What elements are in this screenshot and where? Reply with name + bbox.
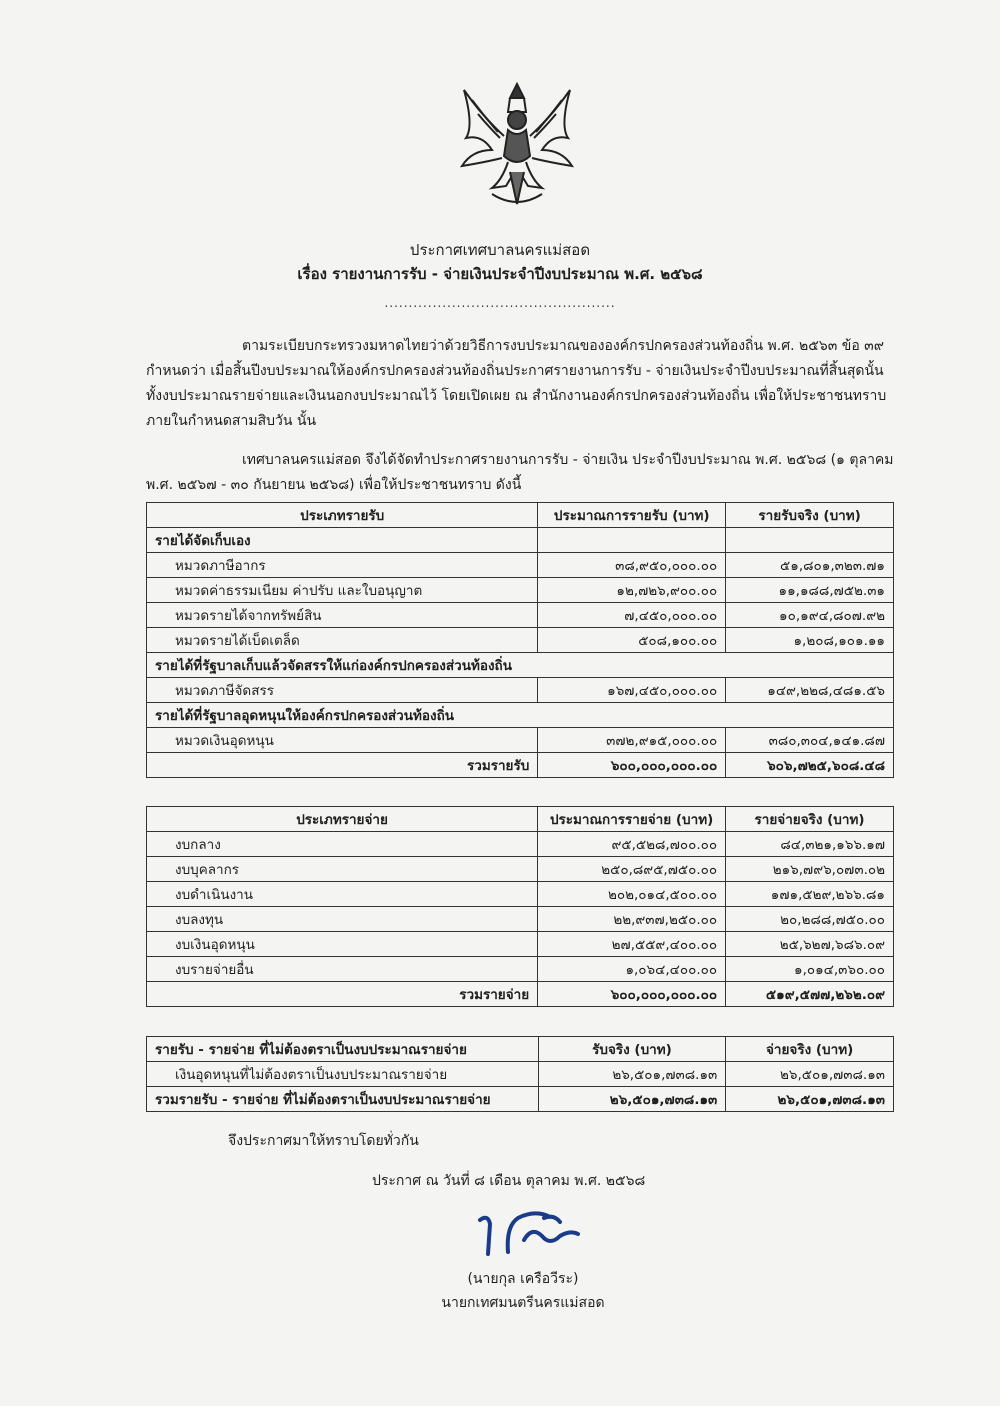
estimate-value: ๓๘,๙๕๐,๐๐๐.๐๐ <box>538 553 726 578</box>
column-header: จ่ายจริง (บาท) <box>726 1037 894 1062</box>
actual-value: ๑๐,๑๙๔,๘๐๗.๙๒ <box>726 603 894 628</box>
signer-name: (นายกุล เครือวีระ) <box>467 1271 579 1287</box>
total-row <box>147 753 894 778</box>
received-value: ๒๖,๕๐๑,๗๓๘.๑๓ <box>538 1062 726 1087</box>
total-received: ๒๖,๕๐๑,๗๓๘.๑๓ <box>538 1087 726 1112</box>
total-actual: ๖๐๖,๗๒๕,๖๐๘.๔๘ <box>726 753 894 778</box>
row-label: หมวดเงินอุดหนุน <box>147 728 538 753</box>
actual-value: ๓๘๐,๓๐๔,๑๔๑.๘๗ <box>726 728 894 753</box>
total-paid: ๒๖,๕๐๑,๗๓๘.๑๓ <box>726 1087 894 1112</box>
table-row <box>147 882 894 907</box>
total-row <box>147 982 894 1007</box>
actual-value: ๕๑,๘๐๑,๓๒๓.๗๑ <box>726 553 894 578</box>
actual-value: ๑๔๙,๒๒๘,๔๘๑.๕๖ <box>726 678 894 703</box>
category-label: รายได้ที่รัฐบาลอุดหนุนให้องค์กรปกครองส่วนท้องถิ่น <box>147 703 894 728</box>
actual-value: ๑,๒๐๘,๑๐๑.๑๑ <box>726 628 894 653</box>
total-actual: ๕๑๙,๕๗๗,๒๖๒.๐๙ <box>726 982 894 1007</box>
actual-value: ๒๑๖,๗๙๖,๐๗๓.๐๒ <box>726 857 894 882</box>
column-header: รายรับ - รายจ่าย ที่ไม่ต้องตราเป็นงบประมาณรายจ่าย <box>147 1037 539 1062</box>
estimate-value: ๒๒,๙๓๗,๒๕๐.๐๐ <box>538 907 726 932</box>
estimate-value: ๑๒,๗๒๖,๙๐๐.๐๐ <box>538 578 726 603</box>
column-header: ประเภทรายรับ <box>147 503 538 528</box>
column-header: รับจริง (บาท) <box>538 1037 726 1062</box>
intro-paragraph: ตามระเบียบกระทรวงมหาดไทยว่าด้วยวิธีการงบประมาณขององค์กรปกครองส่วนท้องถิ่น พ.ศ. ๒๕๖๓ ข้อ ๓๙ กำหนดว่า เมื่อสิ้นปีงบประมาณให้องค์กรปกครองส่วนท้องถิ่นประกาศรายงานการรับ - จ่ายเงินประจำปีงบประมาณที่สิ้นสุดนั้น ทั้งงบประมาณรายจ่ายและเงินนอกงบประมาณไว้ โดยเปิดเผย ณ สำนักงานองค์กรปกครองส่วนท้องถิ่น เพื่อให้ประชาชนทราบภายในกำหนดสามสิบวัน นั้น <box>146 338 887 429</box>
signature-icon <box>474 1196 584 1256</box>
actual-value: ๒๐,๒๘๘,๗๕๐.๐๐ <box>726 907 894 932</box>
row-label: งบบุคลากร <box>147 857 538 882</box>
table-row <box>147 553 894 578</box>
table-row <box>147 1062 894 1087</box>
paid-value: ๒๖,๕๐๑,๗๓๘.๑๓ <box>726 1062 894 1087</box>
separator-dots: ................................................ <box>384 296 616 310</box>
actual-value: ๑๗๑,๕๒๙,๒๖๖.๘๑ <box>726 882 894 907</box>
total-estimate: ๖๐๐,๐๐๐,๐๐๐.๐๐ <box>538 753 726 778</box>
estimate-value: ๒๗,๕๕๙,๔๐๐.๐๐ <box>538 932 726 957</box>
actual-value: ๒๕,๖๒๗,๖๘๖.๐๙ <box>726 932 894 957</box>
estimate-value: ๗,๔๕๐,๐๐๐.๐๐ <box>538 603 726 628</box>
estimate-value: ๒๐๒,๐๑๔,๕๐๐.๐๐ <box>538 882 726 907</box>
row-label: หมวดรายได้เบ็ดเตล็ด <box>147 628 538 653</box>
column-header: ประมาณการรายจ่าย (บาท) <box>538 807 726 832</box>
offbudget-table <box>146 1036 894 1112</box>
estimate-value: ๑,๐๖๔,๔๐๐.๐๐ <box>538 957 726 982</box>
total-label: รวมรายรับ - รายจ่าย ที่ไม่ต้องตราเป็นงบประมาณรายจ่าย <box>147 1087 539 1112</box>
expense-table <box>146 806 894 1007</box>
total-label: รวมรายจ่าย <box>147 982 538 1007</box>
actual-value: ๑,๐๑๔,๓๖๐.๐๐ <box>726 957 894 982</box>
column-header: ประมาณการรายรับ (บาท) <box>538 503 726 528</box>
row-label: หมวดค่าธรรมเนียม ค่าปรับ และใบอนุญาต <box>147 578 538 603</box>
category-row <box>147 653 894 678</box>
announcement-date: ประกาศ ณ วันที่ ๘ เดือน ตุลาคม พ.ศ. ๒๕๖๘ <box>372 1173 646 1189</box>
row-label: งบดำเนินงาน <box>147 882 538 907</box>
row-label: หมวดภาษีอากร <box>147 553 538 578</box>
revenue-table <box>146 502 894 778</box>
table-row <box>147 957 894 982</box>
total-row <box>147 1087 894 1112</box>
category-label: รายได้ที่รัฐบาลเก็บแล้วจัดสรรให้แก่องค์กรปกครองส่วนท้องถิ่น <box>147 653 894 678</box>
table-header-row <box>147 807 894 832</box>
estimate-value: ๑๖๗,๔๕๐,๐๐๐.๐๐ <box>538 678 726 703</box>
actual-value: ๑๑,๑๘๘,๗๕๒.๓๑ <box>726 578 894 603</box>
column-header: รายจ่ายจริง (บาท) <box>726 807 894 832</box>
signer-position: นายกเทศมนตรีนครแม่สอด <box>441 1295 605 1311</box>
row-label: งบรายจ่ายอื่น <box>147 957 538 982</box>
estimate-value: ๒๕๐,๘๙๕,๗๕๐.๐๐ <box>538 857 726 882</box>
category-label: รายได้จัดเก็บเอง <box>147 528 538 553</box>
table-row <box>147 832 894 857</box>
row-label: หมวดภาษีจัดสรร <box>147 678 538 703</box>
total-estimate: ๖๐๐,๐๐๐,๐๐๐.๐๐ <box>538 982 726 1007</box>
row-label: งบกลาง <box>147 832 538 857</box>
table-row <box>147 857 894 882</box>
category-row <box>147 703 894 728</box>
estimate-value: ๙๕,๕๒๘,๗๐๐.๐๐ <box>538 832 726 857</box>
table-header-row <box>147 1037 894 1062</box>
row-label: เงินอุดหนุนที่ไม่ต้องตราเป็นงบประมาณรายจ่าย <box>147 1062 539 1087</box>
table-row <box>147 628 894 653</box>
table-row <box>147 678 894 703</box>
table-row <box>147 603 894 628</box>
column-header: รายรับจริง (บาท) <box>726 503 894 528</box>
announcement-title: ประกาศเทศบาลนครแม่สอด <box>409 241 591 259</box>
row-label: หมวดรายได้จากทรัพย์สิน <box>147 603 538 628</box>
announcement-subject: เรื่อง รายงานการรับ - จ่ายเงินประจำปีงบประมาณ พ.ศ. ๒๕๖๘ <box>297 265 703 283</box>
total-label: รวมรายรับ <box>147 753 538 778</box>
table-row <box>147 932 894 957</box>
table-row <box>147 728 894 753</box>
garuda-emblem-icon <box>452 76 582 216</box>
row-label: งบเงินอุดหนุน <box>147 932 538 957</box>
estimate-value: ๕๐๘,๑๐๐.๐๐ <box>538 628 726 653</box>
statement-paragraph: เทศบาลนครแม่สอด จึงได้จัดทำประกาศรายงานการรับ - จ่ายเงิน ประจำปีงบประมาณ พ.ศ. ๒๕๖๘ (๑ ตุลาคม พ.ศ. ๒๕๖๗ - ๓๐ กันยายน ๒๕๖๘) เพื่อให้ประชาชนทราบ ดังนี้ <box>146 452 894 493</box>
column-header: ประเภทรายจ่าย <box>147 807 538 832</box>
table-header-row <box>147 503 894 528</box>
estimate-value: ๓๗๒,๙๑๕,๐๐๐.๐๐ <box>538 728 726 753</box>
category-row <box>147 528 894 553</box>
table-row <box>147 907 894 932</box>
row-label: งบลงทุน <box>147 907 538 932</box>
table-row <box>147 578 894 603</box>
actual-value: ๘๔,๓๒๑,๑๖๖.๑๗ <box>726 832 894 857</box>
closing-statement: จึงประกาศมาให้ทราบโดยทั่วกัน <box>228 1133 419 1149</box>
